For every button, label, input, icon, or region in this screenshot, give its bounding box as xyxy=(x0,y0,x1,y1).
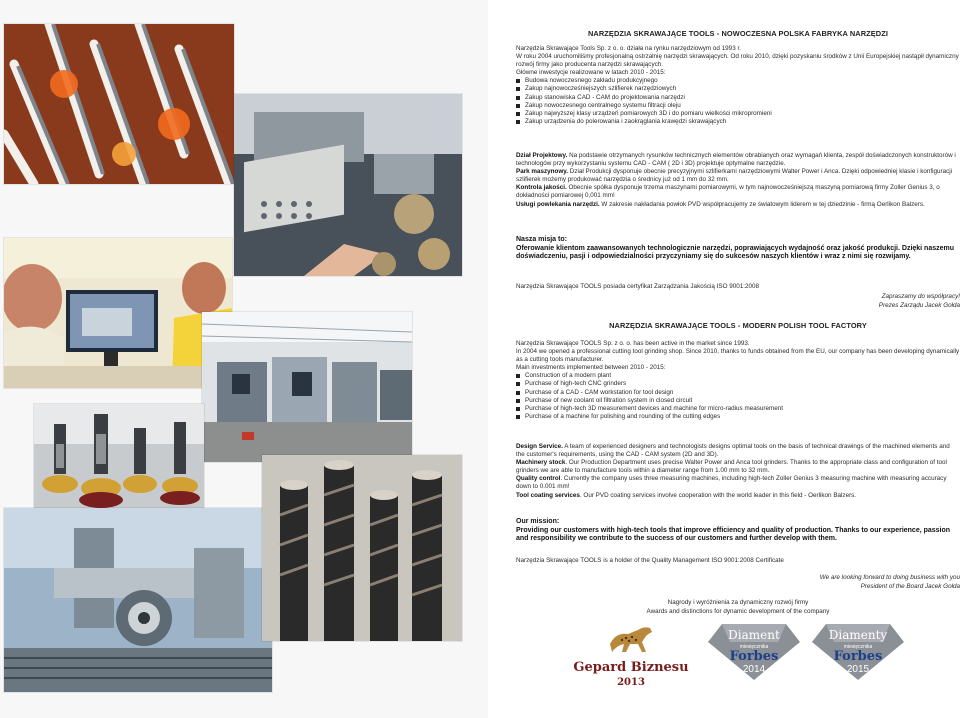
english-intro-line: Main investments implemented between 2010 - 2015: xyxy=(516,364,666,372)
bullet-item: Zakup urządzenia do polerowania i zaokrąglania krawędzi skrawających xyxy=(516,118,960,126)
english-closing-1: We are looking forward to doing business with you xyxy=(819,574,960,581)
photo-measuring-machine xyxy=(4,508,272,692)
english-mission xyxy=(516,518,960,544)
bullet-item: Purchase of high-tech 3D measurement devices and machine for micro-radius measurement xyxy=(516,405,960,413)
bullet-square-icon xyxy=(516,382,520,386)
bullet-item: Zakup stanowiska CAD - CAM do projektowania narzędzi xyxy=(516,94,960,102)
polish-certificate: Narzędzia Skrawające TOOLS posiada certyfikat Zarządzania Jakością ISO 9001:2008 xyxy=(516,283,760,290)
photo-factory-hall xyxy=(202,312,412,462)
section-paragraph: Dział Projektowy. Na podstawie otrzymanych rysunków technicznych elementów obrabianych oraz wymagań klienta, zespół doświadczonych konstruktorów i technologów przy wykorzystaniu systemu CAD - CAM ( 2D i 3D) projektuje optymalne narzędzie. xyxy=(516,152,956,168)
photo-end-mills xyxy=(262,455,462,641)
english-certificate: Narzędzia Skrawające TOOLS is a holder of the Quality Management ISO 9001:2008 Certificate xyxy=(516,557,784,564)
awards-caption-en: Awards and distinctions for dynamic development of the company xyxy=(646,608,830,615)
polish-mission xyxy=(516,236,960,262)
bullet-item: Zakup najwyższej klasy urządzeń pomiarowych 3D i do pomiaru wielkości mikropromieni xyxy=(516,110,960,118)
bullet-square-icon xyxy=(516,415,520,419)
english-intro xyxy=(516,340,960,421)
bullet-square-icon xyxy=(516,104,520,108)
english-intro-line: Narzędzia Skrawające TOOLS Sp. z o. o. has been active in the market since 1993. xyxy=(516,340,750,347)
english-sections xyxy=(516,443,960,500)
bullet-square-icon xyxy=(516,96,520,100)
cheetah-icon xyxy=(608,622,654,656)
bullet-square-icon xyxy=(516,374,520,378)
polish-title: NARZĘDZIA SKRAWAJĄCE TOOLS - NOWOCZESNA POLSKA FABRYKA NARZĘDZI xyxy=(587,29,888,38)
mission-text: Oferowanie klientom zaawansowanych technologicznie narzędzi, poprawiających wydajność oraz jakość produkcji. Dzięki naszemu doświadczeniu, pasji i odpowiedzialności przyczyniamy się do sukcesów naszych klientów i wraz z nimi się rozwijamy. xyxy=(516,244,955,261)
polish-intro-line: W roku 2004 uruchomiliśmy profesjonalną ostrzalnię narzędzi skrawających. Od roku 2010, dzięki pozyskaniu środków z Unii Europejskiej nastąpił dynamiczny rozwój firmy jako producenta narzędzi skrawających. xyxy=(516,53,959,69)
bullet-square-icon xyxy=(516,79,520,83)
bullet-item: Construction of a modern plant xyxy=(516,372,960,380)
forbes-diamond-2014: Diament miesięcznika Forbes 2014 xyxy=(708,624,800,680)
section-paragraph: Design Service. A team of experienced designers and technologists designs optimal tools on the basis of technical drawings of the machined elements and the customer's requirements, using the CAD - CAM system (2D and 3D). xyxy=(516,443,950,459)
bullet-item: Budowa nowoczesnego zakładu produkcyjnego xyxy=(516,77,960,85)
photo-grinding-machine xyxy=(234,94,462,276)
section-paragraph: Park maszynowy. Dział Produkcji dysponuje obecnie precyzyjnymi szlifierkami narzędziowymi Walter Power i Anca. Dzięki odpowiedniej klasie i konfiguracji szlifierek możemy produkować narzędzia o średnicy już od 1 mm do 32 mm. xyxy=(516,168,953,184)
bullet-square-icon xyxy=(516,399,520,403)
section-paragraph: Kontrola jakości. Obecnie spółka dysponuje trzema maszynami pomiarowymi, w tym najnowocześniejszą maszyną pomiarową firmy Zoller Genius 3, o dokładności pomiarowej 0,001 mm! xyxy=(516,184,940,200)
section-paragraph: Usługi powlekania narzędzi. W zakresie nakładania powłok PVD współpracujemy ze światowym liderem w tej dziedzinie - firmą Oerlikon Balzers. xyxy=(516,200,925,208)
section-paragraph: Tool coating services. Our PVD coating services involve cooperation with the world leader in this field - Oerlikon Balzers. xyxy=(516,491,857,499)
bullet-item: Purchase of high-tech CNC grinders xyxy=(516,380,960,388)
photo-drill-bits xyxy=(4,24,234,184)
mission-label: Our mission: xyxy=(516,518,560,525)
gepard-name: Gepard Biznesu xyxy=(573,660,689,675)
gepard-biznesu-award xyxy=(572,622,690,692)
bullet-square-icon xyxy=(516,112,520,116)
photo-cad-workstation xyxy=(4,238,232,388)
bullet-item: Zakup najnowocześniejszych szlifierek narzędziowych xyxy=(516,85,960,93)
photo-tool-holders xyxy=(34,404,204,514)
polish-intro-line: Narzędzia Skrawające Tools Sp. z o. o. działa na rynku narzędziowym od 1993 r. xyxy=(516,45,741,52)
polish-closing-1: Zapraszamy do współpracy! xyxy=(881,293,960,300)
bullet-item: Purchase of a machine for polishing and rounding of the cutting edges xyxy=(516,413,960,421)
polish-intro xyxy=(516,45,960,126)
bullet-square-icon xyxy=(516,120,520,124)
bullet-square-icon xyxy=(516,391,520,395)
bullet-square-icon xyxy=(516,87,520,91)
polish-sections xyxy=(516,152,960,209)
english-closing-2: President of the Board Jacek Gołda xyxy=(860,583,960,590)
english-title: NARZĘDZIA SKRAWAJĄCE TOOLS - MODERN POLISH TOOL FACTORY xyxy=(609,321,867,330)
polish-intro-line: Główne inwestycje realizowane w latach 2010 - 2015: xyxy=(516,69,666,77)
bullet-item: Purchase of a CAD - CAM workstation for tool design xyxy=(516,389,960,397)
bullet-square-icon xyxy=(516,407,520,411)
forbes-diamond-2015: Diamenty miesięcznika Forbes 2015 xyxy=(812,624,904,680)
polish-closing-2: Prezes Zarządu Jacek Gołda xyxy=(878,302,960,309)
bullet-item: Purchase of new coolant oil filtration system in closed circuit xyxy=(516,397,960,405)
mission-label: Nasza misja to: xyxy=(516,236,567,243)
mission-text: Providing our customers with high-tech tools that improve efficiency and quality of production. Thanks to our experience, passion and responsibility we contribute to the success of our customers and further develop with them. xyxy=(516,526,951,543)
bullet-item: Zakup nowoczesnego centralnego systemu filtracji oleju xyxy=(516,102,960,110)
text-column xyxy=(516,0,960,718)
awards-caption-pl: Nagrody i wyróżnienia za dynamiczny rozwój firmy xyxy=(667,599,809,606)
english-intro-line: In 2004 we opened a professional cutting tool grinding shop. Since 2010, thanks to funds obtained from the EU, our company has been developing dynamically as a cutting tools manufacturer. xyxy=(516,348,960,364)
section-paragraph: Machinery stock. Our Production Department uses precise Walter Power and Anca tool grinders. Thanks to the appropriate class and configuration of tool grinders we are able to manufacture tools within a diameter range from 1.00 mm to 32 mm. xyxy=(516,459,947,475)
gepard-year: 2013 xyxy=(617,677,645,688)
section-paragraph: Quality control. Currently the company uses three measuring machines, including high-tech Zoller Genius 3 measuring machine with measuring accuracy down to 0.001 mm! xyxy=(516,475,947,491)
